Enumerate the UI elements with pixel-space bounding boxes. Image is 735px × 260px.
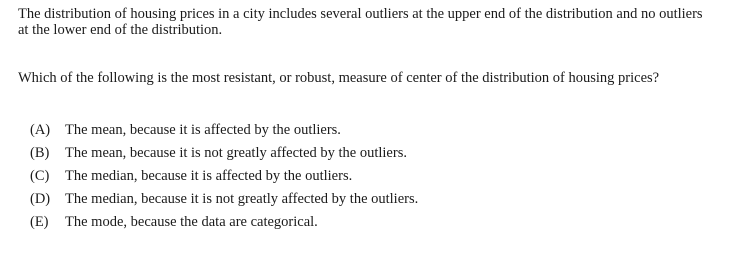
choice-text: The median, because it is not greatly affected by the outliers.	[65, 191, 419, 207]
choice-text: The median, because it is affected by the outliers.	[65, 168, 353, 184]
choice-letter: (C)	[30, 168, 50, 184]
answer-choice-a	[30, 122, 418, 145]
choice-text: The mode, because the data are categorical.	[65, 214, 318, 230]
answer-choice-c	[30, 168, 418, 191]
answer-choices	[30, 122, 418, 237]
choice-letter: (B)	[30, 145, 50, 161]
answer-choice-d	[30, 191, 418, 214]
choice-letter: (A)	[30, 122, 51, 138]
choice-text: The mean, because it is affected by the outliers.	[65, 122, 341, 138]
answer-choice-e	[30, 214, 418, 237]
question-stem: The distribution of housing prices in a city includes several outliers at the upper end of the distribution and no outliers at the lower end of the distribution.	[18, 6, 703, 38]
question-prompt: Which of the following is the most resistant, or robust, measure of center of the distribution of housing prices?	[18, 70, 660, 86]
choice-letter: (D)	[30, 191, 51, 207]
choice-text: The mean, because it is not greatly affected by the outliers.	[65, 145, 407, 161]
choice-letter: (E)	[30, 214, 49, 230]
answer-choice-b	[30, 145, 418, 168]
